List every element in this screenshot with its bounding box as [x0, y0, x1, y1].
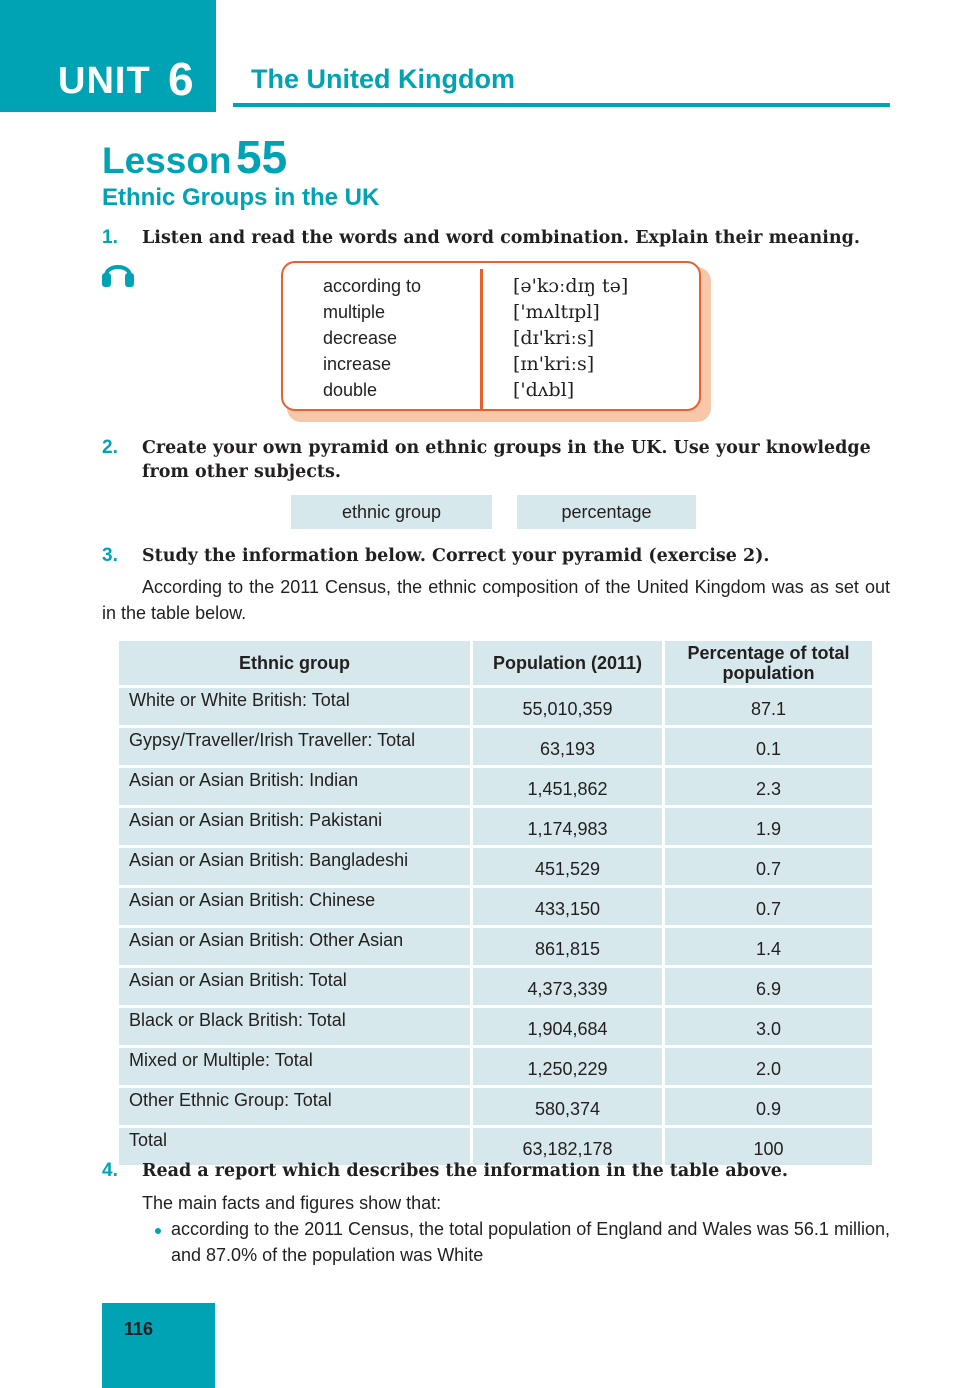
vocab-word: double: [323, 380, 378, 400]
exercise-1-number: 1.: [102, 227, 118, 248]
vocab-words: [323, 273, 421, 403]
page-number: 116: [124, 1319, 154, 1339]
census-intro-paragraph: According to the 2011 Census, the ethnic composition of the United Kingdom was as set out in the table below.: [102, 577, 890, 623]
table-row: [119, 888, 872, 925]
cell-percentage: 2.0: [665, 1048, 872, 1085]
bullet-dot-icon: [155, 1228, 161, 1234]
vocab-word: multiple: [323, 302, 386, 322]
vocab-transcription: [dɪ'kriːs]: [513, 327, 595, 349]
cell-percentage: 2.3: [665, 768, 872, 805]
unit-badge: [0, 0, 216, 112]
cell-percentage: 3.0: [665, 1008, 872, 1045]
cell-population: 580,374: [473, 1088, 662, 1125]
lesson-number: 55: [236, 131, 288, 183]
cell-percentage: 1.4: [665, 928, 872, 965]
cell-group: Asian or Asian British: Chinese: [119, 888, 470, 925]
table-row: [119, 1088, 872, 1125]
table-row: [119, 688, 872, 725]
cell-population: 1,451,862: [473, 768, 662, 805]
table-row: [119, 808, 872, 845]
cell-group: Other Ethnic Group: Total: [119, 1088, 470, 1125]
column-header-percentage: Percentage of total population: [665, 641, 872, 685]
cell-population: 4,373,339: [473, 968, 662, 1005]
unit-title: The United Kingdom: [251, 64, 515, 94]
cell-population: 1,904,684: [473, 1008, 662, 1045]
cell-group: Asian or Asian British: Pakistani: [119, 808, 470, 845]
exercise-2-number: 2.: [102, 437, 118, 458]
cell-percentage: 0.9: [665, 1088, 872, 1125]
cell-percentage: 1.9: [665, 808, 872, 845]
report-bullet-text: according to the 2011 Census, the total population of England and Wales was 56.1 million, and 87.0% of the population was White: [171, 1219, 890, 1265]
cell-population: 1,174,983: [473, 808, 662, 845]
table-row: [119, 1048, 872, 1085]
column-header-population: Population (2011): [473, 641, 662, 685]
vocab-transcription: [ɪn'kriːs]: [513, 353, 595, 375]
pyramid-label-ethnic-group: ethnic group: [291, 495, 492, 529]
cell-group: Gypsy/Traveller/Irish Traveller: Total: [119, 728, 470, 765]
table-row: [119, 1008, 872, 1045]
exercise-3-number: 3.: [102, 545, 118, 566]
vocab-transcription: ['dʌbl]: [513, 379, 575, 401]
table-row: [119, 848, 872, 885]
cell-percentage: 87.1: [665, 688, 872, 725]
table-header-row: [119, 641, 872, 685]
vocab-word: decrease: [323, 328, 398, 348]
pyramid-label-percentage: percentage: [517, 495, 696, 529]
cell-group: Asian or Asian British: Total: [119, 968, 470, 1005]
cell-group: Black or Black British: Total: [119, 1008, 470, 1045]
cell-group: Asian or Asian British: Indian: [119, 768, 470, 805]
lesson-heading: [102, 130, 287, 184]
exercise-3-text: Study the information below. Correct your pyramid (exercise 2).: [142, 546, 770, 566]
vocab-box: [281, 261, 701, 411]
cell-population: 861,815: [473, 928, 662, 965]
cell-group: White or White British: Total: [119, 688, 470, 725]
cell-population: 63,182,178: [473, 1128, 662, 1165]
cell-population: 63,193: [473, 728, 662, 765]
vocab-word: increase: [323, 354, 392, 374]
lesson-subtitle: Ethnic Groups in the UK: [102, 184, 380, 211]
cell-percentage: 100: [665, 1128, 872, 1165]
lesson-word: Lesson: [102, 140, 232, 181]
vocab-word: according to: [323, 276, 422, 296]
table-row: [119, 728, 872, 765]
table-row: [119, 928, 872, 965]
cell-percentage: 6.9: [665, 968, 872, 1005]
cell-population: 433,150: [473, 888, 662, 925]
header-rule: [233, 103, 890, 107]
vocab-divider: [480, 269, 483, 409]
unit-number: 6: [168, 53, 194, 105]
vocab-transcription: ['mʌltɪpl]: [513, 301, 600, 323]
cell-group: Total: [119, 1128, 470, 1165]
cell-group: Asian or Asian British: Other Asian: [119, 928, 470, 965]
cell-percentage: 0.1: [665, 728, 872, 765]
headphones-icon[interactable]: [101, 258, 135, 288]
exercise-1-text: Listen and read the words and word combination. Explain their meaning.: [142, 228, 860, 248]
table-row: [119, 968, 872, 1005]
cell-percentage: 0.7: [665, 888, 872, 925]
vocab-transcription: [ə'kɔːdɪŋ tə]: [513, 275, 629, 297]
table-row: [119, 768, 872, 805]
column-header-ethnic-group: Ethnic group: [119, 641, 470, 685]
cell-population: 451,529: [473, 848, 662, 885]
cell-population: 55,010,359: [473, 688, 662, 725]
census-table: [116, 638, 875, 1168]
cell-group: Asian or Asian British: Bangladeshi: [119, 848, 470, 885]
cell-percentage: 0.7: [665, 848, 872, 885]
report-intro: The main facts and figures show that:: [142, 1193, 442, 1213]
cell-group: Mixed or Multiple: Total: [119, 1048, 470, 1085]
vocab-transcriptions: [513, 273, 628, 403]
exercise-2-text: Create your own pyramid on ethnic groups in the UK. Use your knowledge from other subjects.: [142, 438, 871, 482]
page-number-box: [102, 1303, 215, 1388]
unit-word: UNIT: [58, 60, 151, 102]
exercise-4-number: 4.: [102, 1160, 118, 1181]
cell-population: 1,250,229: [473, 1048, 662, 1085]
exercise-4-text: Read a report which describes the information in the table above.: [142, 1161, 788, 1181]
